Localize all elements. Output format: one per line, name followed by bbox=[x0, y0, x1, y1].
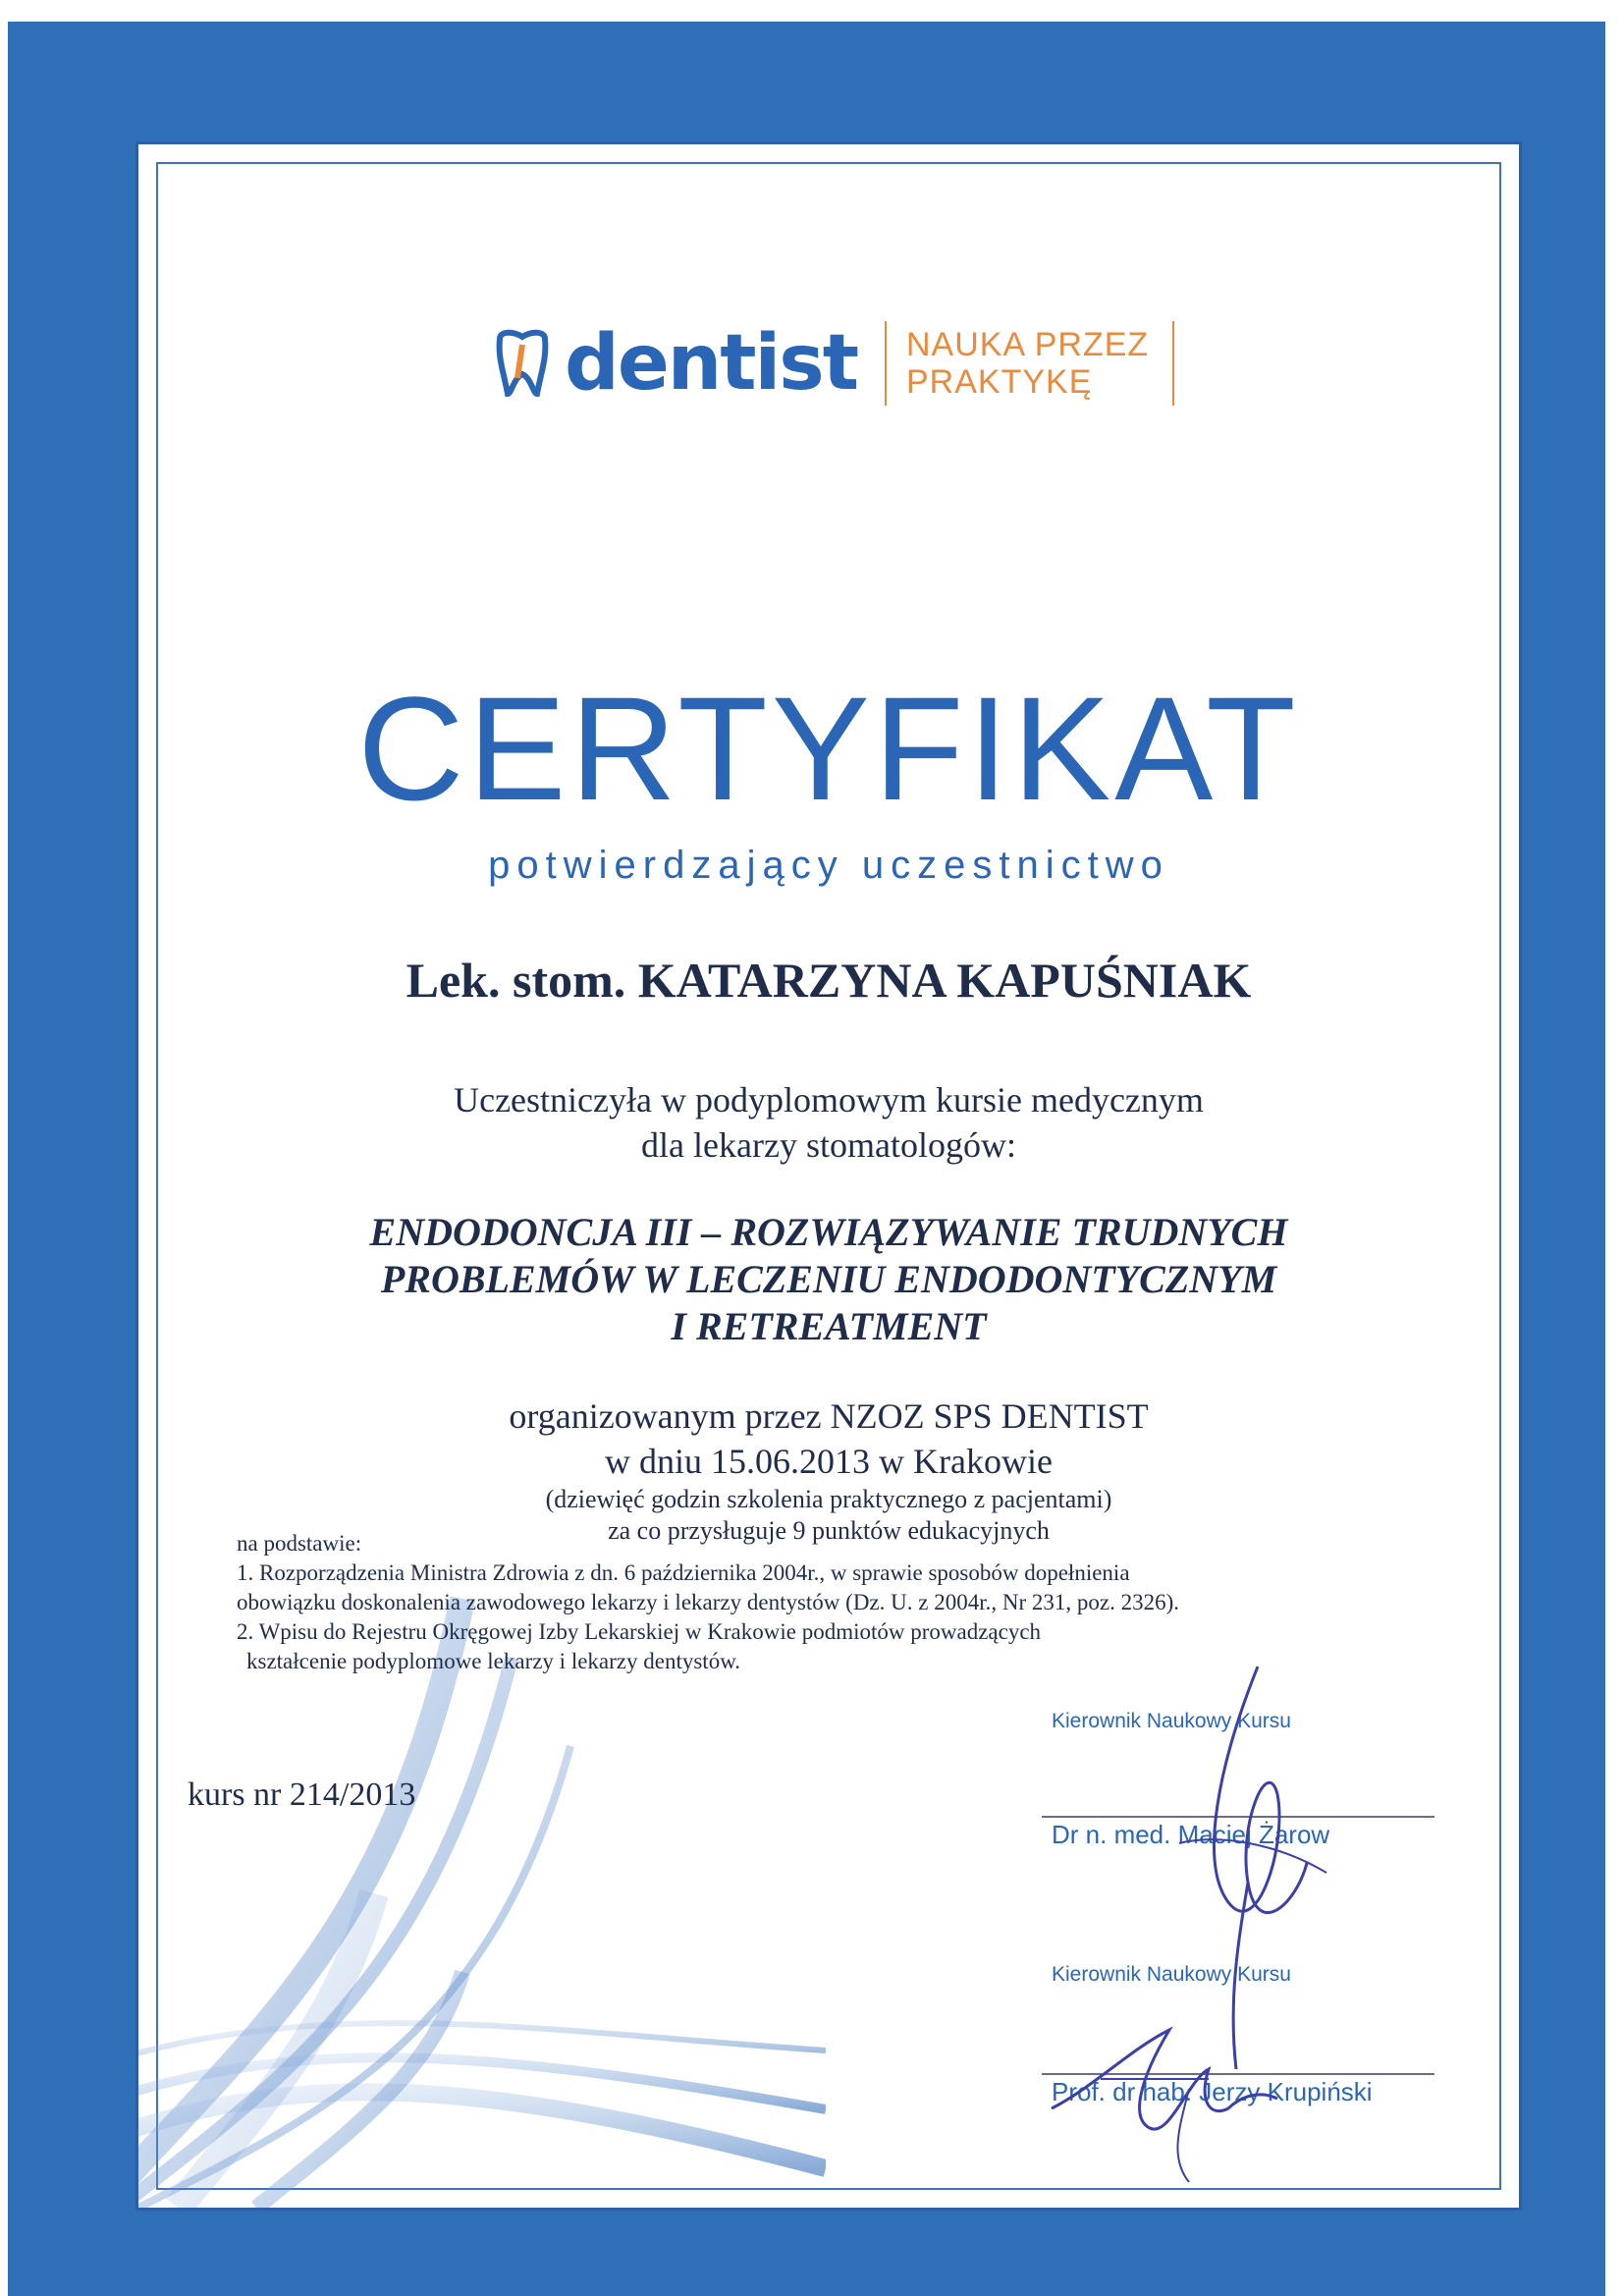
organizer-line2: w dniu 15.06.2013 w Krakowie bbox=[605, 1442, 1053, 1481]
tagline-line1: NAUKA PRZEZ bbox=[906, 326, 1150, 363]
course-number: kurs nr 214/2013 bbox=[188, 1777, 416, 1813]
organizer-line3: (dziewięć godzin szkolenia praktycznego z pacjentami) bbox=[545, 1485, 1112, 1513]
logo-separator bbox=[885, 321, 887, 406]
course-title-line1: ENDODONCJA III – ROZWIĄZYWANIE TRUDNYCH bbox=[369, 1210, 1288, 1254]
recipient-name: Lek. stom. KATARZYNA KAPUŚNIAK bbox=[406, 953, 1252, 1008]
participation-text bbox=[138, 1077, 1519, 1168]
basis-heading: na podstawie: bbox=[237, 1531, 362, 1556]
basis-item1-line2: obowiązku doskonalenia zawodowego lekarzy i lekarzy dentystów (Dz. U. z 2004r., Nr 231, poz. 2326). bbox=[237, 1590, 1179, 1614]
certificate-blue-frame bbox=[8, 22, 1605, 2296]
brand-name: dentist bbox=[565, 319, 857, 408]
course-title-line2: PROBLEMÓW W LECZENIU ENDODONTYCZNYM bbox=[380, 1257, 1277, 1301]
basis-item2-line1: 2. Wpisu do Rejestru Okręgowej Izby Lekarskiej w Krakowie podmiotów prowadzących bbox=[237, 1619, 1042, 1644]
tooth-icon bbox=[492, 329, 553, 398]
legal-basis bbox=[237, 1529, 1218, 1676]
basis-item1-line1: 1. Rozporządzenia Ministra Zdrowia z dn. 6 października 2004r., w sprawie sposobów dopełnienia bbox=[237, 1560, 1130, 1585]
certificate-title: CERTYFIKAT bbox=[357, 666, 1300, 831]
signature2-handwritten bbox=[1042, 1991, 1297, 2187]
organizer-line1: organizowanym przez NZOZ SPS DENTIST bbox=[509, 1396, 1149, 1436]
organizer-text bbox=[138, 1394, 1519, 1547]
certificate-subtitle: potwierdzający uczestnictwo bbox=[488, 844, 1169, 887]
tagline-line2: PRAKTYKĘ bbox=[906, 363, 1093, 401]
certificate-sheet bbox=[135, 141, 1522, 2211]
participation-line1: Uczestniczyła w podyplomowym kursie medycznym bbox=[454, 1080, 1204, 1120]
basis-item2-line2: kształcenie podyplomowe lekarzy i lekarzy dentystów. bbox=[246, 1649, 741, 1673]
course-title bbox=[138, 1209, 1519, 1350]
signature1-name: Dr n. med. Maciej Żarow bbox=[1052, 1820, 1330, 1849]
dentist-logo bbox=[492, 319, 1174, 408]
signature1-role: Kierownik Naukowy Kursu bbox=[1052, 1710, 1291, 1732]
course-title-line3: I RETREATMENT bbox=[671, 1304, 987, 1348]
logo-separator-right bbox=[1172, 321, 1174, 406]
signature2-role: Kierownik Naukowy Kursu bbox=[1052, 1963, 1291, 1986]
tagline bbox=[906, 326, 1149, 401]
organizer-line4: za co przysługuje 9 punktów edukacyjnych bbox=[608, 1516, 1050, 1545]
participation-line2: dla lekarzy stomatologów: bbox=[641, 1125, 1016, 1165]
signature2-name: Prof. dr hab. Jerzy Krupiński bbox=[1052, 2077, 1373, 2106]
